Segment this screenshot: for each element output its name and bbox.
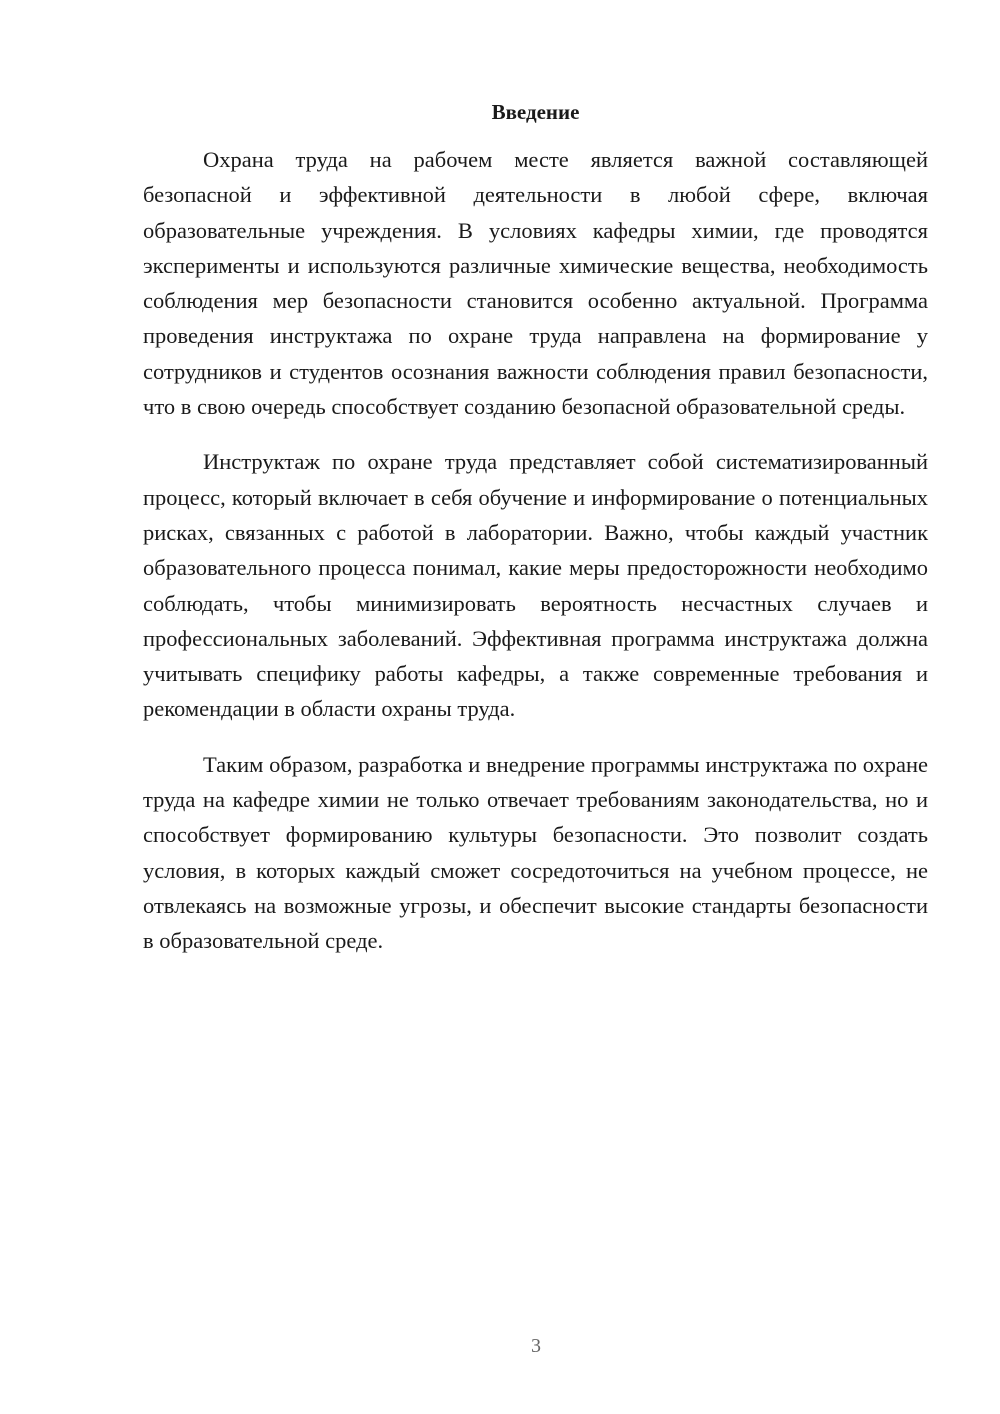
- body-text: [143, 142, 928, 979]
- paragraph-1: Охрана труда на рабочем месте является важной составляющей безопасной и эффективной деятельности в любой сфере, включая образовательные учреждения. В условиях кафедры химии, где проводятся эксперименты и используются различные химические вещества, необходимость соблюдения мер безопасности становится особенно актуальной. Программа проведения инструктажа по охране труда направлена на формирование у сотрудников и студентов осознания важности соблюдения правил безопасности, что в свою очередь способствует созданию безопасной образовательной среды.: [143, 147, 928, 420]
- page-title: Введение: [491, 100, 580, 124]
- paragraph-2: Инструктаж по охране труда представляет собой систематизированный процесс, который включает в себя обучение и информирование о потенциальных рисках, связанных с работой в лаборатории. Важно, чтобы каждый участник образовательного процесса понимал, какие меры предосторожности необходимо соблюдать, чтобы минимизировать вероятность несчастных случаев и профессиональных заболеваний. Эффективная программа инструктажа должна учитывать специфику работы кафедры, а также современные требования и рекомендации в области охраны труда.: [143, 449, 928, 722]
- page-number: 3: [531, 1335, 541, 1357]
- paragraph-3: Таким образом, разработка и внедрение программы инструктажа по охране труда на кафедре химии не только отвечает требованиям законодательства, но и способствует формированию культуры безопасности. Это позволит создать условия, в которых каждый сможет сосредоточиться на учебном процессе, не отвлекаясь на возможные угрозы, и обеспечит высокие стандарты безопасности в образовательной среде.: [143, 751, 928, 954]
